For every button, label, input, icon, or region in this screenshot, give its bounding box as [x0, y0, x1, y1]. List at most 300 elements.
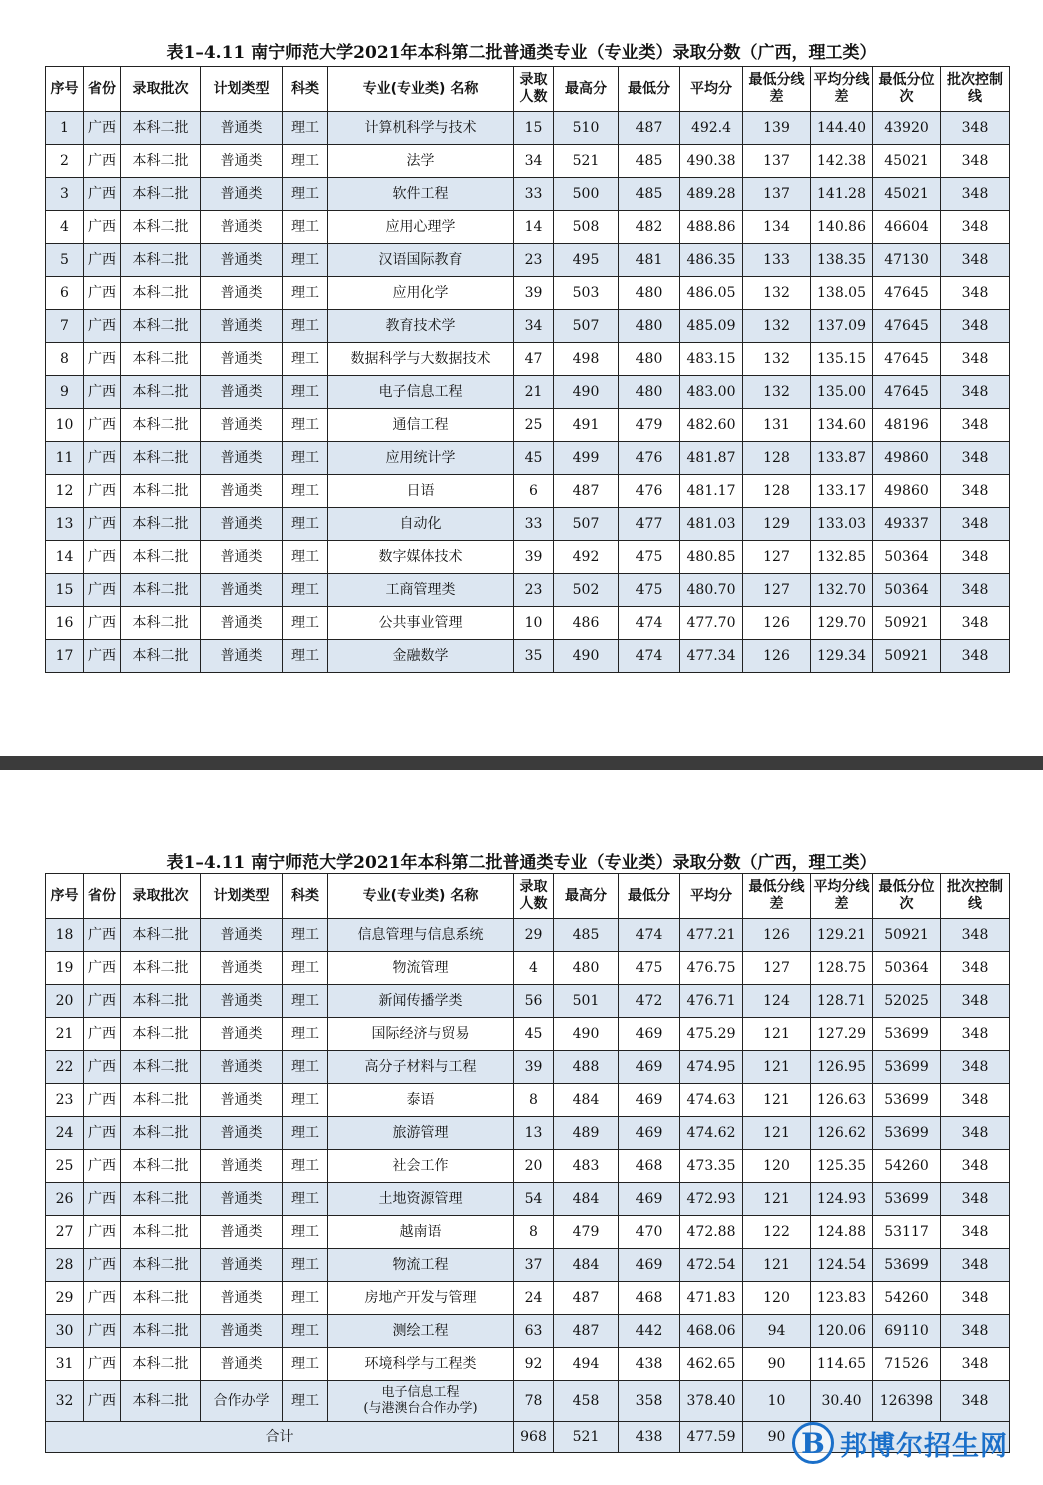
table-cell: 348: [941, 952, 1010, 985]
table-cell: 理工: [283, 244, 328, 277]
table-row: [46, 376, 1010, 409]
table-cell: 理工: [283, 409, 328, 442]
table-cell: 348: [941, 1117, 1010, 1150]
table-cell: 14: [514, 211, 554, 244]
table-cell: 474: [619, 640, 680, 673]
table-cell: 普通类: [201, 1117, 283, 1150]
table-cell: 12: [46, 475, 84, 508]
table-cell: 348: [941, 607, 1010, 640]
table-row: [46, 607, 1010, 640]
table-cell: 489.28: [680, 178, 743, 211]
table-cell: 348: [941, 112, 1010, 145]
table-cell: 广西: [84, 508, 121, 541]
table-cell: 482.60: [680, 409, 743, 442]
table-cell: 490: [554, 1018, 619, 1051]
table-cell: 122: [743, 1216, 811, 1249]
column-header: 省份: [84, 874, 121, 919]
table-cell: 483: [554, 1150, 619, 1183]
table-cell: 8: [514, 1216, 554, 1249]
table-cell: 普通类: [201, 211, 283, 244]
table-cell: 121: [743, 1249, 811, 1282]
table-cell: 信息管理与信息系统: [328, 919, 514, 952]
table-cell: 普通类: [201, 1018, 283, 1051]
table-cell: 458: [554, 1381, 619, 1422]
table-cell: 474.62: [680, 1117, 743, 1150]
table-cell: 479: [554, 1216, 619, 1249]
table-cell: 137: [743, 145, 811, 178]
column-header: 录取批次: [121, 67, 201, 112]
table-cell: 广西: [84, 145, 121, 178]
table-cell: 485: [619, 145, 680, 178]
table-row: [46, 574, 1010, 607]
table-cell: 广西: [84, 1216, 121, 1249]
table-row: [46, 475, 1010, 508]
table-cell: 486.05: [680, 277, 743, 310]
table-cell: 50921: [873, 640, 941, 673]
table-cell: 测绘工程: [328, 1315, 514, 1348]
table-cell: 本科二批: [121, 145, 201, 178]
table-cell: 应用统计学: [328, 442, 514, 475]
table-cell: 502: [554, 574, 619, 607]
table-cell: 汉语国际教育: [328, 244, 514, 277]
table-cell: 广西: [84, 1150, 121, 1183]
table-cell: 126: [743, 919, 811, 952]
table-cell: 48196: [873, 409, 941, 442]
table-cell: 45: [514, 442, 554, 475]
table-cell: 348: [941, 244, 1010, 277]
total-cell: 合计: [46, 1422, 514, 1453]
table-cell: 新闻传播学类: [328, 985, 514, 1018]
table-cell: 490: [554, 376, 619, 409]
table-cell: 理工: [283, 1282, 328, 1315]
table-cell: 理工: [283, 607, 328, 640]
watermark: [792, 1420, 1032, 1466]
table-cell: 广西: [84, 541, 121, 574]
table-cell: 普通类: [201, 508, 283, 541]
table-cell: 普通类: [201, 1216, 283, 1249]
table-cell: 492.4: [680, 112, 743, 145]
table-cell: 广西: [84, 919, 121, 952]
table-cell: 法学: [328, 145, 514, 178]
table-cell: 17: [46, 640, 84, 673]
table-cell: 78: [514, 1381, 554, 1422]
table-cell: 510: [554, 112, 619, 145]
table-cell: 131: [743, 409, 811, 442]
column-header: 最低分线差: [743, 67, 811, 112]
table-row: [46, 277, 1010, 310]
table-cell: 469: [619, 1018, 680, 1051]
table-cell: 480.70: [680, 574, 743, 607]
table-cell: 480: [619, 310, 680, 343]
table-cell: 广西: [84, 178, 121, 211]
table-cell: 11: [46, 442, 84, 475]
table-cell: 理工: [283, 1249, 328, 1282]
table-cell: 132: [743, 376, 811, 409]
table-cell: 358: [619, 1381, 680, 1422]
table-cell: 普通类: [201, 178, 283, 211]
table-cell: 越南语: [328, 1216, 514, 1249]
table-cell: 4: [514, 952, 554, 985]
table-cell: 31: [46, 1348, 84, 1381]
table-cell: 物流工程: [328, 1249, 514, 1282]
table-cell: 本科二批: [121, 1249, 201, 1282]
table-cell: 124: [743, 985, 811, 1018]
table-cell: 45: [514, 1018, 554, 1051]
table-cell: 477.21: [680, 919, 743, 952]
table-cell: 53699: [873, 1117, 941, 1150]
table-cell: 普通类: [201, 541, 283, 574]
table-cell: 348: [941, 178, 1010, 211]
table-cell: 理工: [283, 1084, 328, 1117]
table-row: [46, 1183, 1010, 1216]
table-cell: 理工: [283, 442, 328, 475]
table-cell: 普通类: [201, 952, 283, 985]
table-cell: 348: [941, 1051, 1010, 1084]
table-cell: 6: [514, 475, 554, 508]
table-cell: 120: [743, 1282, 811, 1315]
table-cell: 494: [554, 1348, 619, 1381]
table-cell: 126: [743, 607, 811, 640]
table-cell: 33: [514, 178, 554, 211]
column-header: 最低分位次: [873, 874, 941, 919]
table-cell: 理工: [283, 1381, 328, 1422]
table-cell: 10: [743, 1381, 811, 1422]
column-header: 最高分: [554, 874, 619, 919]
table-cell: 128.71: [811, 985, 873, 1018]
table-cell: 481.87: [680, 442, 743, 475]
table-cell: 普通类: [201, 1315, 283, 1348]
table-cell: 128.75: [811, 952, 873, 985]
table-cell: 5: [46, 244, 84, 277]
table-cell: 理工: [283, 574, 328, 607]
table-row: [46, 178, 1010, 211]
table-cell: 本科二批: [121, 1348, 201, 1381]
watermark-logo-icon: B: [792, 1422, 834, 1464]
table-cell: 53699: [873, 1084, 941, 1117]
column-header: 录取人数: [514, 67, 554, 112]
table-row: [46, 1084, 1010, 1117]
table-cell: 高分子材料与工程: [328, 1051, 514, 1084]
table-cell: 广西: [84, 1117, 121, 1150]
table-cell: 20: [46, 985, 84, 1018]
table-cell: 53699: [873, 1051, 941, 1084]
table-cell: 房地产开发与管理: [328, 1282, 514, 1315]
table-cell: 476.71: [680, 985, 743, 1018]
table-cell: 348: [941, 211, 1010, 244]
table-cell: 广西: [84, 409, 121, 442]
total-cell: 90: [743, 1422, 811, 1453]
table-cell: 普通类: [201, 1348, 283, 1381]
table-cell: 477.70: [680, 607, 743, 640]
table-cell: 348: [941, 376, 1010, 409]
table-cell: 480: [619, 343, 680, 376]
table-cell: 29: [46, 1282, 84, 1315]
table-cell: 462.65: [680, 1348, 743, 1381]
table-cell: 理工: [283, 112, 328, 145]
table-cell: 485: [619, 178, 680, 211]
table-cell: 489: [554, 1117, 619, 1150]
table-cell: 本科二批: [121, 1084, 201, 1117]
table-cell: 138.05: [811, 277, 873, 310]
table-row: [46, 1150, 1010, 1183]
table-cell: 53117: [873, 1216, 941, 1249]
table-cell: 本科二批: [121, 1381, 201, 1422]
table-cell: 348: [941, 1183, 1010, 1216]
table-cell: 126398: [873, 1381, 941, 1422]
table-cell: 53699: [873, 1183, 941, 1216]
table-cell: 21: [514, 376, 554, 409]
table-cell: 普通类: [201, 1051, 283, 1084]
table-cell: 475.29: [680, 1018, 743, 1051]
table-cell: 软件工程: [328, 178, 514, 211]
table-cell: 127: [743, 574, 811, 607]
table-cell: 环境科学与工程类: [328, 1348, 514, 1381]
table-cell: 129.34: [811, 640, 873, 673]
table-cell: 120: [743, 1150, 811, 1183]
table-cell: 本科二批: [121, 376, 201, 409]
column-header: 录取人数: [514, 874, 554, 919]
table-row: [46, 985, 1010, 1018]
table-cell: 本科二批: [121, 277, 201, 310]
table-cell: 54: [514, 1183, 554, 1216]
table-cell: 本科二批: [121, 1315, 201, 1348]
page-separator: [0, 756, 1043, 770]
table-cell: 教育技术学: [328, 310, 514, 343]
table-cell: 137.09: [811, 310, 873, 343]
table-cell: 348: [941, 1249, 1010, 1282]
table-cell: 507: [554, 310, 619, 343]
table-cell: 348: [941, 1348, 1010, 1381]
table-cell: 金融数学: [328, 640, 514, 673]
table-cell: 广西: [84, 310, 121, 343]
table-cell: 本科二批: [121, 244, 201, 277]
column-header: 序号: [46, 67, 84, 112]
table-cell: 50364: [873, 541, 941, 574]
table-cell: 348: [941, 541, 1010, 574]
table-cell: 本科二批: [121, 112, 201, 145]
table-cell: 2: [46, 145, 84, 178]
table-cell: 29: [514, 919, 554, 952]
table-cell: 50921: [873, 919, 941, 952]
table-cell: 125.35: [811, 1150, 873, 1183]
table-cell: 348: [941, 1381, 1010, 1422]
table-cell: 348: [941, 985, 1010, 1018]
table-cell: 54260: [873, 1150, 941, 1183]
table-cell: 普通类: [201, 1183, 283, 1216]
table-cell: 本科二批: [121, 1117, 201, 1150]
table-cell: 487: [619, 112, 680, 145]
table-cell: 472.93: [680, 1183, 743, 1216]
table-cell: 475: [619, 541, 680, 574]
table-cell: 474.63: [680, 1084, 743, 1117]
table-cell: 133.17: [811, 475, 873, 508]
table-row: [46, 409, 1010, 442]
table-cell: 本科二批: [121, 1018, 201, 1051]
table-cell: 广西: [84, 343, 121, 376]
table-cell: 348: [941, 475, 1010, 508]
table-cell: 25: [46, 1150, 84, 1183]
table-cell: 广西: [84, 574, 121, 607]
table-row: [46, 1018, 1010, 1051]
table-cell: 本科二批: [121, 1216, 201, 1249]
column-header: 平均分: [680, 67, 743, 112]
table-cell: 理工: [283, 1315, 328, 1348]
table-cell: 468.06: [680, 1315, 743, 1348]
table-cell: 数字媒体技术: [328, 541, 514, 574]
column-header: 专业(专业类) 名称: [328, 67, 514, 112]
table-cell: 476: [619, 475, 680, 508]
table-cell: 理工: [283, 211, 328, 244]
table-cell: 30.40: [811, 1381, 873, 1422]
table-cell: 本科二批: [121, 508, 201, 541]
table-cell: 47: [514, 343, 554, 376]
table-cell: 47645: [873, 376, 941, 409]
table-cell: 本科二批: [121, 343, 201, 376]
table-cell: 23: [514, 244, 554, 277]
admission-table-2: [45, 873, 1010, 1453]
table-cell: 1: [46, 112, 84, 145]
table-cell: 本科二批: [121, 310, 201, 343]
table-cell: 34: [514, 310, 554, 343]
table-cell: 126: [743, 640, 811, 673]
table-cell: 488.86: [680, 211, 743, 244]
table-cell: 10: [514, 607, 554, 640]
table-cell: 121: [743, 1183, 811, 1216]
table-cell: 23: [46, 1084, 84, 1117]
table-cell: 本科二批: [121, 475, 201, 508]
table-cell: 旅游管理: [328, 1117, 514, 1150]
table-cell: 469: [619, 1084, 680, 1117]
table-row: [46, 1216, 1010, 1249]
table-cell: 480: [619, 277, 680, 310]
table-cell: 132.70: [811, 574, 873, 607]
table-cell: 本科二批: [121, 1150, 201, 1183]
table-cell: 472: [619, 985, 680, 1018]
table-cell: 124.93: [811, 1183, 873, 1216]
table-cell: 442: [619, 1315, 680, 1348]
table-cell: 22: [46, 1051, 84, 1084]
table-cell: 本科二批: [121, 1051, 201, 1084]
table-row: [46, 952, 1010, 985]
table-cell: 144.40: [811, 112, 873, 145]
table-cell: 348: [941, 1150, 1010, 1183]
table-cell: 521: [554, 145, 619, 178]
table-cell: 32: [46, 1381, 84, 1422]
table-cell: 481.03: [680, 508, 743, 541]
table-cell: 472.54: [680, 1249, 743, 1282]
table-cell: 公共事业管理: [328, 607, 514, 640]
column-header: 最高分: [554, 67, 619, 112]
table-cell: 9: [46, 376, 84, 409]
table-cell: 理工: [283, 1051, 328, 1084]
table-cell: 498: [554, 343, 619, 376]
table-row: [46, 1315, 1010, 1348]
table-cell: 普通类: [201, 277, 283, 310]
table-cell: 507: [554, 508, 619, 541]
table-row: [46, 145, 1010, 178]
table-title: 表1–4.11 南宁师范大学2021年本科第二批普通类专业（专业类）录取分数（广西，理工类）: [166, 853, 877, 873]
column-header: 计划类型: [201, 67, 283, 112]
table-cell: 127: [743, 541, 811, 574]
table-cell: 广西: [84, 952, 121, 985]
table-cell: 483.15: [680, 343, 743, 376]
table-cell: 广西: [84, 1348, 121, 1381]
table-cell: 理工: [283, 919, 328, 952]
table-cell: 47130: [873, 244, 941, 277]
table-cell: 348: [941, 919, 1010, 952]
table-cell: 123.83: [811, 1282, 873, 1315]
table-cell: 普通类: [201, 310, 283, 343]
table-cell: 468: [619, 1150, 680, 1183]
table-cell: 35: [514, 640, 554, 673]
table-cell: 438: [619, 1348, 680, 1381]
table-cell: 24: [514, 1282, 554, 1315]
table-cell: 120.06: [811, 1315, 873, 1348]
table-cell: 485: [554, 919, 619, 952]
table-cell: 普通类: [201, 1282, 283, 1315]
table-cell: 472.88: [680, 1216, 743, 1249]
table-cell: 140.86: [811, 211, 873, 244]
table-cell: 广西: [84, 640, 121, 673]
table-cell: 13: [514, 1117, 554, 1150]
table-cell: 普通类: [201, 607, 283, 640]
table-cell: 广西: [84, 442, 121, 475]
table-cell: 广西: [84, 1183, 121, 1216]
table-cell: 480: [619, 376, 680, 409]
table-cell: 21: [46, 1018, 84, 1051]
table-cell: 90: [743, 1348, 811, 1381]
table-cell: 普通类: [201, 919, 283, 952]
table-cell: 广西: [84, 244, 121, 277]
table-cell: 485.09: [680, 310, 743, 343]
table-cell: 广西: [84, 475, 121, 508]
table-cell: 广西: [84, 376, 121, 409]
table-cell: 本科二批: [121, 442, 201, 475]
table-cell: 广西: [84, 1051, 121, 1084]
table-cell: 39: [514, 541, 554, 574]
table-cell: 理工: [283, 1183, 328, 1216]
table-cell: 486.35: [680, 244, 743, 277]
table-cell: 24: [46, 1117, 84, 1150]
table-cell: 本科二批: [121, 985, 201, 1018]
table-cell: 348: [941, 145, 1010, 178]
table-cell: 理工: [283, 310, 328, 343]
table-cell: 133: [743, 244, 811, 277]
table-cell: 492: [554, 541, 619, 574]
table-cell: 53699: [873, 1018, 941, 1051]
table-cell: 广西: [84, 277, 121, 310]
table-cell: 52025: [873, 985, 941, 1018]
table-cell: 480: [554, 952, 619, 985]
table-cell: 本科二批: [121, 541, 201, 574]
table-cell: 487: [554, 1315, 619, 1348]
table-cell: 理工: [283, 952, 328, 985]
table-cell: 50364: [873, 574, 941, 607]
table-cell: 121: [743, 1084, 811, 1117]
table-cell: 理工: [283, 1117, 328, 1150]
table-cell: 469: [619, 1051, 680, 1084]
table-cell: 63: [514, 1315, 554, 1348]
table-row: [46, 1249, 1010, 1282]
column-header: 批次控制线: [941, 67, 1010, 112]
table-cell: 本科二批: [121, 640, 201, 673]
table-cell: 348: [941, 1216, 1010, 1249]
table-cell: 15: [46, 574, 84, 607]
table-cell: 理工: [283, 640, 328, 673]
table-cell: 3: [46, 178, 84, 211]
column-header: 最低分位次: [873, 67, 941, 112]
table-cell: 计算机科学与技术: [328, 112, 514, 145]
